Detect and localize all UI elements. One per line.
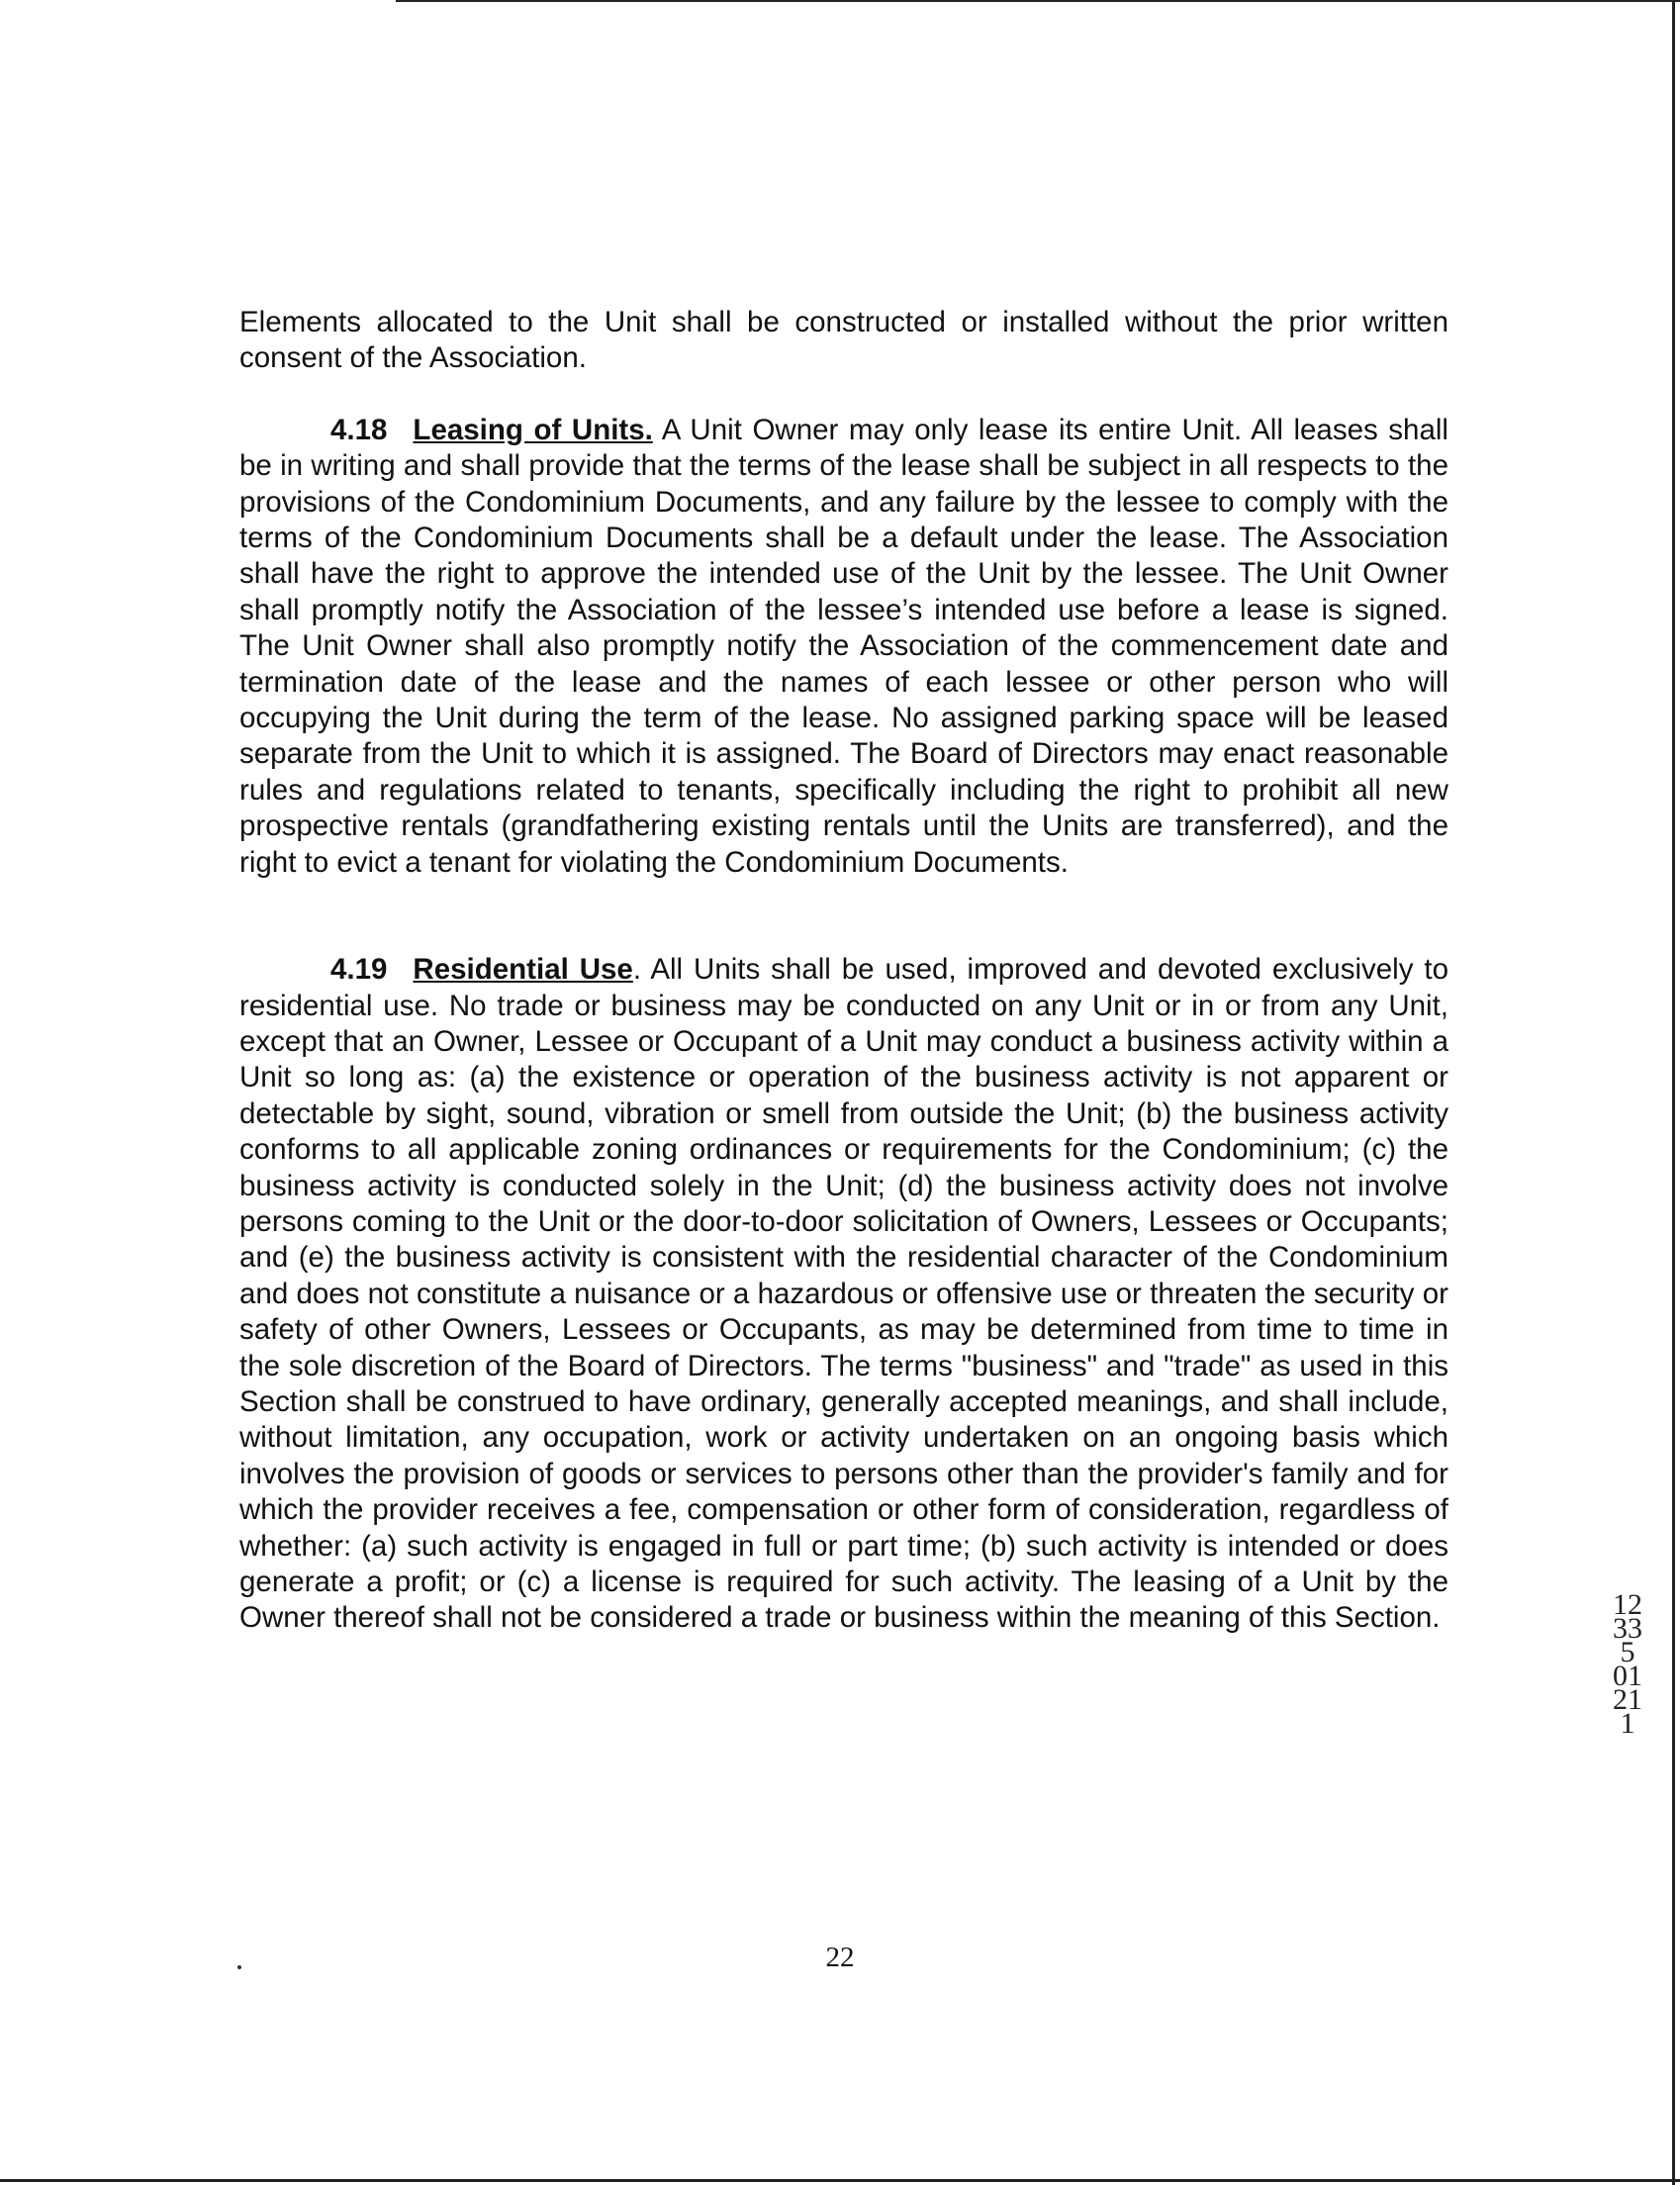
scan-border-bottom [0, 2179, 1680, 2182]
scan-border-top [396, 0, 1680, 2]
continuation-paragraph: Elements allocated to the Unit shall be constructed or installed without the prior written consent of the Association. [239, 306, 1448, 375]
section-title: Residential Use [413, 953, 633, 987]
section-title: Leasing of Units. [413, 413, 653, 446]
page-number: 22 [825, 1942, 855, 1973]
scan-border-right [1672, 0, 1675, 2185]
section-4-18 [239, 413, 1448, 881]
section-body: . All Units shall be used, improved and devoted exclusively to residential use. No trade or business may be conducted on any Unit or in or from any Unit, except that an Owner, Lessee or Occupant of a Unit may conduct a business activity within a Unit so long as: (a) the existence or operation of the business activity is not apparent or detectable by sight, sound, vibration or smell from outside the Unit; (b) the business activity conforms to all applicable zoning ordinances or requirements for the Condominium; (c) the business activity is conducted solely in the Unit; (d) the business activity does not involve persons coming to the Unit or the door-to-door solicitation of Owners, Lessees or Occupants; and (e) the business activity is consistent with the residential character of the Condominium and does not constitute a nuisance or a hazardous or offensive use or threaten the security or safety of other Owners, Lessees or Occupants, as may be determined from time to time in the sole discretion of the Board of Directors. The terms "business" and "trade" as used in this Section shall be construed to have ordinary, generally accepted meanings, and shall include, without limitation, any occupation, work or activity undertaken on an ongoing basis which involves the provision of goods or services to persons other than the provider's family and for which the provider receives a fee, compensation or other form of consideration, regardless of whether: (a) such activity is engaged in full or part time; (b) such activity is intended or does generate a profit; or (c) a license is required for such activity. The leasing of a Unit by the Owner thereof shall not be considered a trade or business within the meaning of this Section. [239, 953, 1448, 1635]
side-stamp: 12335 01211 [1613, 1588, 1642, 1740]
section-4-19 [239, 952, 1448, 1637]
document-page [239, 305, 1448, 1637]
section-number: 4.18 [330, 413, 388, 446]
section-number: 4.19 [330, 953, 388, 987]
section-body: A Unit Owner may only lease its entire Unit. All leases shall be in writing and shall provide that the terms of the lease shall be subject in all respects to the provisions of the Condominium Documents, and any failure by the lessee to comply with the terms of the Condominium Documents shall be a default under the lease. The Association shall have the right to approve the intended use of the Unit by the lessee. The Unit Owner shall promptly notify the Association of the lessee’s intended use before a lease is signed. The Unit Owner shall also promptly notify the Association of the commencement date and termination date of the lease and the names of each lessee or other person who will occupying the Unit during the term of the lease. No assigned parking space will be leased separate from the Unit to which it is assigned. The Board of Directors may enact reasonable rules and regulations related to tenants, specifically including the right to prohibit all new prospective rentals (grandfathering existing rentals until the Units are transferred), and the right to evict a tenant for violating the Condominium Documents. [239, 413, 1448, 879]
